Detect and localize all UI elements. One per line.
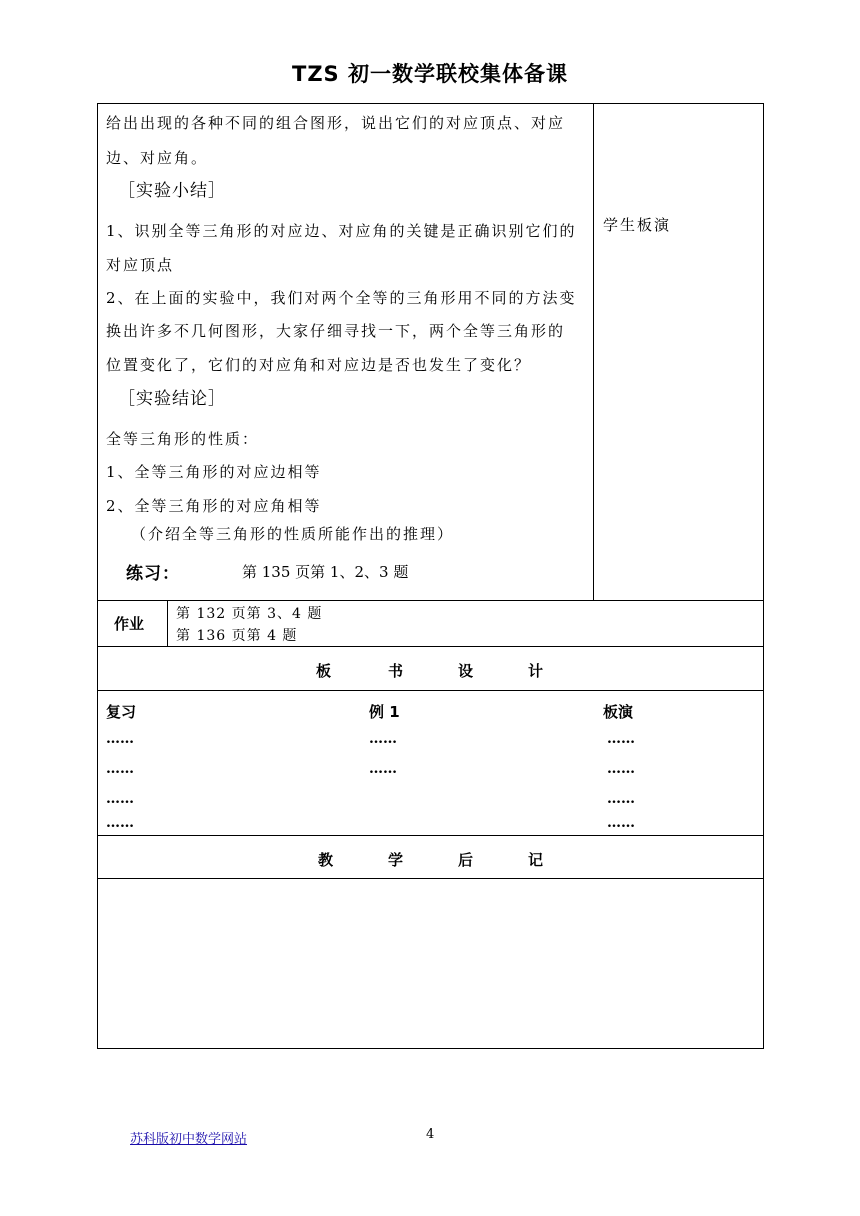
side-column-divider xyxy=(593,103,594,601)
summary-line-2: 对应顶点 xyxy=(106,256,175,274)
review-dots-3: …… xyxy=(106,791,134,807)
board-design-title-char-2: 书 xyxy=(388,662,404,680)
side-note: 学生板演 xyxy=(603,216,672,234)
page-number: 4 xyxy=(426,1127,435,1142)
review-dots-1: …… xyxy=(106,731,134,747)
board-dots-4: …… xyxy=(607,815,635,831)
conclusion-line-2: 1、全等三角形的对应边相等 xyxy=(106,463,322,481)
page-title: TZS 初一数学联校集体备课 xyxy=(292,62,568,86)
teaching-notes-title-char-2: 学 xyxy=(388,851,404,869)
teaching-notes-title-char-4: 记 xyxy=(528,851,544,869)
board-design-title-char-4: 计 xyxy=(528,662,544,680)
review-dots-4: …… xyxy=(106,815,134,831)
lesson-line-1: 给出出现的各种不同的组合图形，说出它们的对应顶点、对应 xyxy=(106,114,566,132)
summary-line-5: 位置变化了，它们的对应角和对应边是否也发生了变化？ xyxy=(106,356,532,374)
summary-line-1: 1、识别全等三角形的对应边、对应角的关键是正确识别它们的 xyxy=(106,222,577,240)
conclusion-line-1: 全等三角形的性质： xyxy=(106,430,260,448)
summary-heading: ［实验小结］ xyxy=(118,181,226,201)
homework-item-1: 第 132 页第 3、4 题 xyxy=(176,606,323,622)
board-column-review-heading: 复习 xyxy=(106,703,137,721)
conclusion-line-3: 2、全等三角形的对应角相等 xyxy=(106,497,322,515)
board-design-title-char-1: 板 xyxy=(316,662,332,680)
example-dots-2: …… xyxy=(369,761,397,777)
board-column-example-heading: 例 1 xyxy=(369,703,400,721)
row-divider-1 xyxy=(97,646,764,647)
homework-divider xyxy=(167,600,168,646)
teaching-notes-title-char-3: 后 xyxy=(458,851,474,869)
row-divider-2 xyxy=(97,690,764,691)
board-column-board-heading: 板演 xyxy=(603,703,634,721)
teaching-notes-area xyxy=(98,879,763,1048)
teaching-notes-title-char-1: 教 xyxy=(318,851,334,869)
board-dots-2: …… xyxy=(607,761,635,777)
homework-item-2: 第 136 页第 4 题 xyxy=(176,628,298,644)
review-dots-2: …… xyxy=(106,761,134,777)
summary-line-4: 换出许多不几何图形，大家仔细寻找一下，两个全等三角形的 xyxy=(106,322,566,340)
board-dots-3: …… xyxy=(607,791,635,807)
practice-text: 第 135 页第 1、2、3 题 xyxy=(242,563,409,581)
conclusion-heading: ［实验结论］ xyxy=(118,389,226,409)
reasoning-note: （介绍全等三角形的性质所能作出的推理） xyxy=(131,525,455,543)
row-divider-3 xyxy=(97,835,764,836)
lesson-line-2: 边、对应角。 xyxy=(106,149,209,167)
homework-label: 作业 xyxy=(114,615,145,633)
board-dots-1: …… xyxy=(607,731,635,747)
practice-label: 练习： xyxy=(126,564,180,584)
footer-website-link[interactable]: 苏科版初中数学网站 xyxy=(130,1132,248,1147)
board-design-title-char-3: 设 xyxy=(458,662,474,680)
example-dots-1: …… xyxy=(369,731,397,747)
summary-line-3: 2、在上面的实验中，我们对两个全等的三角形用不同的方法变 xyxy=(106,289,577,307)
